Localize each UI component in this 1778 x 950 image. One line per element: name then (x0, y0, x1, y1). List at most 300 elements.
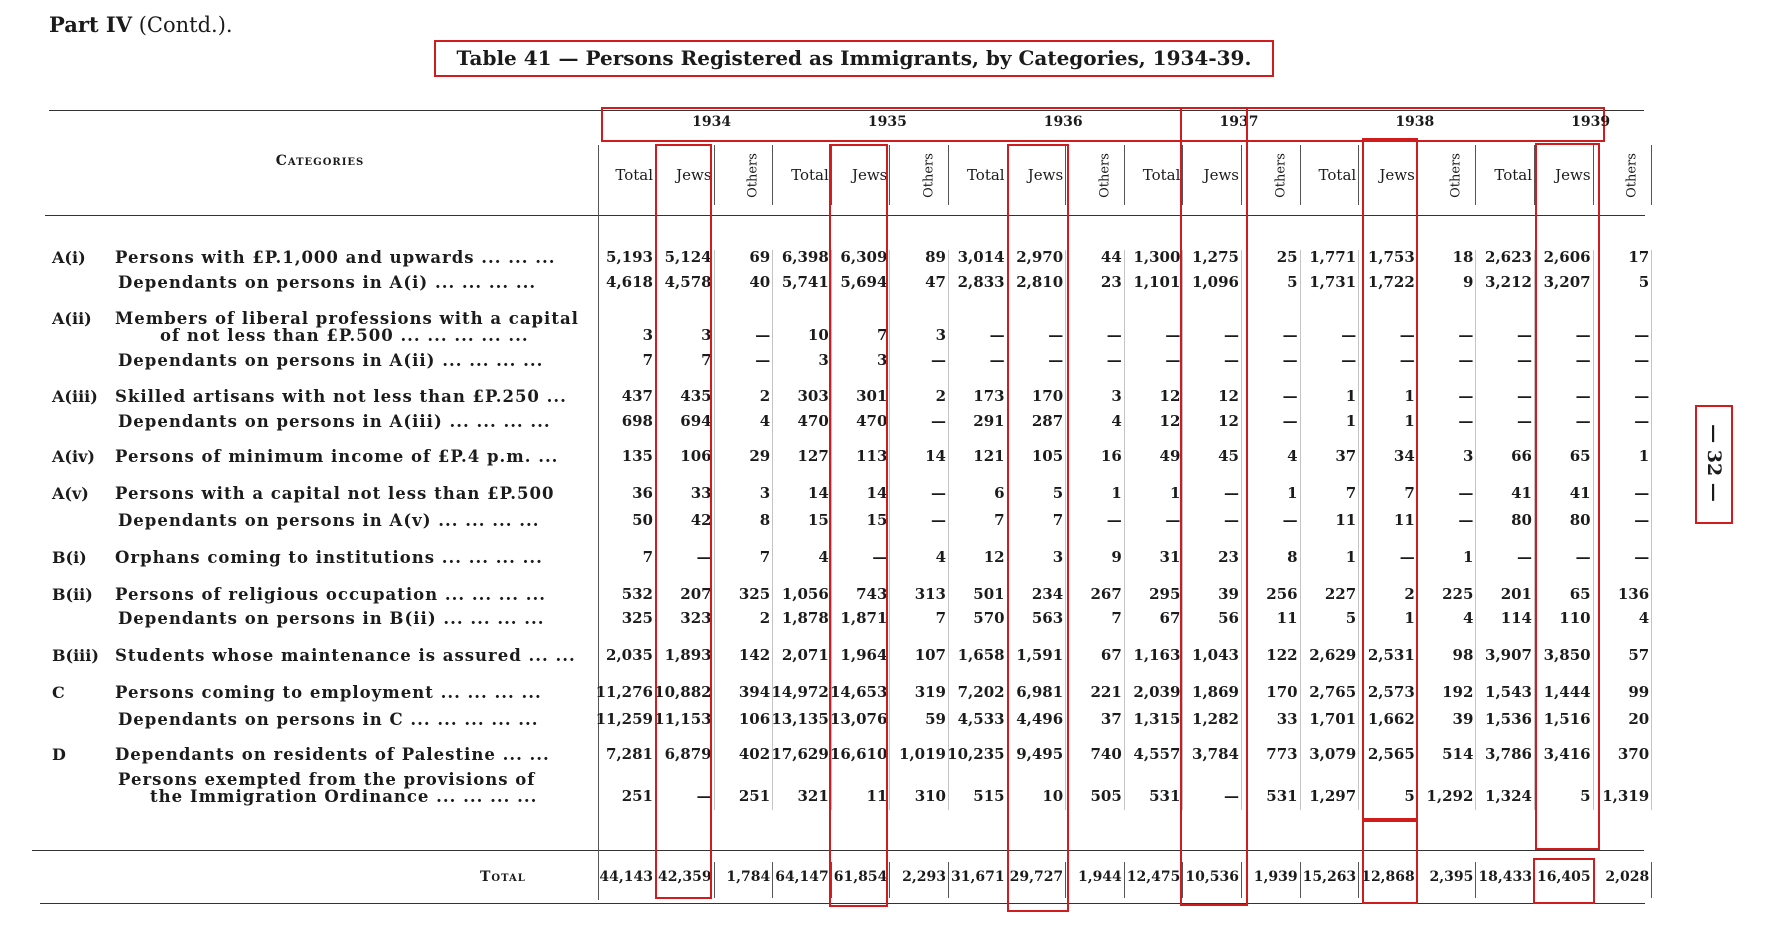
table-cell: — (1282, 511, 1298, 529)
table-cell: 39 (1218, 585, 1239, 603)
subheader-jews: Jews (851, 166, 888, 184)
table-cell: 570 (973, 609, 1005, 627)
table-cell: 11 (1276, 609, 1298, 627)
table-cell: — (1224, 351, 1239, 369)
table-cell: — (1575, 326, 1591, 344)
table-cell: 435 (680, 387, 712, 405)
table-cell: — (1634, 326, 1650, 344)
table-cell: 39 (1452, 710, 1474, 728)
table-cell: 1 (1462, 548, 1474, 566)
table-cell: 3,416 (1543, 745, 1591, 763)
table-cell: 106 (738, 710, 771, 728)
table-cell: — (1399, 548, 1415, 566)
table-cell: 3,079 (1309, 745, 1357, 763)
table-cell: 4 (1638, 609, 1650, 627)
table-cell: 201 (1500, 585, 1532, 603)
total-cell: 10,536 (1185, 869, 1239, 885)
total-cell: 1,939 (1253, 869, 1298, 885)
table-cell: 59 (925, 710, 946, 728)
table-cell: 67 (1159, 609, 1181, 627)
column-divider (1651, 250, 1652, 810)
total-cell: 18,433 (1478, 869, 1532, 885)
table-cell: 256 (1266, 585, 1298, 603)
table-cell: 1 (1404, 387, 1415, 405)
table-cell: 3,212 (1485, 273, 1532, 291)
table-cell: — (1634, 484, 1650, 502)
category-label: Students whose maintenance is assured ... ... (115, 646, 576, 665)
table-cell: — (1575, 548, 1591, 566)
table-cell: 3,014 (957, 248, 1005, 266)
table-cell: 11 (1335, 511, 1357, 529)
table-cell: 23 (1218, 548, 1239, 566)
total-cell: 64,147 (775, 869, 829, 885)
table-cell: 251 (738, 787, 771, 805)
table-cell: 698 (621, 412, 653, 430)
table-cell: 16,610 (829, 745, 888, 763)
table-cell: 15 (866, 511, 888, 529)
table-cell: 267 (1090, 585, 1122, 603)
table-cell: 694 (680, 412, 712, 430)
table-cell: 7 (1111, 609, 1122, 627)
table-cell: 1,871 (840, 609, 888, 627)
subheader-jews: Jews (1379, 166, 1415, 184)
table-cell: 1,319 (1602, 787, 1650, 805)
table-cell: 234 (1031, 585, 1064, 603)
table-cell: 1,019 (899, 745, 946, 763)
table-cell: 44 (1100, 248, 1122, 266)
category-label: the Immigration Ordinance ... ... ... ... (150, 787, 538, 806)
table-cell: 2,071 (781, 646, 829, 664)
table-cell: 325 (738, 585, 771, 603)
table-cell: — (1282, 387, 1298, 405)
table-cell: 11 (866, 787, 888, 805)
table-cell: 227 (1324, 585, 1357, 603)
table-cell: — (1517, 387, 1532, 405)
table-cell: 50 (632, 511, 653, 529)
table-cell: 1,056 (781, 585, 829, 603)
table-cell: 563 (1031, 609, 1064, 627)
table-cell: 2,629 (1309, 646, 1357, 664)
table-cell: 1,516 (1543, 710, 1591, 728)
category-code: B(i) (52, 548, 87, 567)
table-cell: 173 (973, 387, 1005, 405)
subheader-total: Total (791, 166, 829, 184)
table-cell: 1,043 (1192, 646, 1239, 664)
table-cell: — (1165, 326, 1181, 344)
table-cell: 295 (1149, 585, 1181, 603)
table-cell: 98 (1452, 646, 1474, 664)
table-cell: 531 (1149, 787, 1181, 805)
table-cell: 69 (749, 248, 771, 266)
table-cell: 31 (1159, 548, 1181, 566)
table-cell: 1,536 (1485, 710, 1532, 728)
table-cell: 6,981 (1016, 683, 1064, 701)
table-cell: 313 (914, 585, 946, 603)
table-cell: 113 (856, 447, 888, 465)
table-cell: 470 (797, 412, 829, 430)
table-cell: 2,573 (1367, 683, 1415, 701)
table-cell: 14 (925, 447, 946, 465)
table-cell: 310 (914, 787, 946, 805)
table-cell: 1 (1404, 412, 1415, 430)
table-cell: — (1224, 326, 1239, 344)
table-cell: 3 (935, 326, 946, 344)
table-cell: 10,235 (947, 745, 1005, 763)
category-code: D (52, 745, 66, 764)
year-header: 1938 (1395, 114, 1435, 130)
table-cell: — (1458, 484, 1474, 502)
table-cell: 11 (1393, 511, 1415, 529)
category-code: B(ii) (52, 585, 93, 604)
category-label: Orphans coming to institutions ... ... ... ... (115, 548, 543, 567)
table-cell: 207 (680, 585, 712, 603)
table-cell: 319 (914, 683, 946, 701)
table-cell: 110 (1559, 609, 1591, 627)
total-cell: 29,727 (1009, 869, 1064, 885)
table-cell: 7 (642, 548, 653, 566)
table-cell: 17,629 (771, 745, 829, 763)
year-header: 1936 (1043, 114, 1083, 130)
total-label: Total (480, 869, 526, 885)
subheader-total: Total (615, 166, 653, 184)
category-label: Dependants on residents of Palestine ... ... (115, 745, 550, 764)
table-cell: 3 (759, 484, 771, 502)
table-cell: 7 (1052, 511, 1064, 529)
table-cell: 10 (1042, 787, 1064, 805)
table-cell: — (931, 351, 946, 369)
category-code: A(v) (52, 484, 89, 503)
total-cell: 2,293 (902, 869, 946, 885)
category-label: Persons of minimum income of £P.4 p.m. ... (115, 447, 559, 466)
table-cell: 18 (1452, 248, 1474, 266)
total-cell: 16,405 (1537, 869, 1591, 885)
table-cell: 3 (642, 326, 653, 344)
table-cell: 4,618 (606, 273, 653, 291)
table-cell: 47 (925, 273, 946, 291)
year-header: 1934 (692, 114, 732, 130)
category-label: Skilled artisans with not less than £P.250 ... (115, 387, 567, 406)
category-label: Persons exempted from the provisions of (118, 770, 536, 789)
table-cell: 89 (925, 248, 946, 266)
category-label: Dependants on persons in A(i) ... ... ... ... (118, 273, 537, 292)
table-cell: 2,039 (1133, 683, 1181, 701)
table-cell: — (696, 787, 712, 805)
table-cell: 1,658 (957, 646, 1005, 664)
category-code: B(iii) (52, 646, 99, 665)
table-cell: 12 (1159, 387, 1181, 405)
table-cell: 370 (1617, 745, 1650, 763)
table-cell: 470 (856, 412, 888, 430)
table-cell: 14,653 (829, 683, 888, 701)
table-cell: 2,810 (1016, 273, 1064, 291)
table-cell: 1,315 (1133, 710, 1181, 728)
table-cell: 1,964 (840, 646, 888, 664)
table-cell: — (1517, 412, 1532, 430)
table-cell: 437 (621, 387, 653, 405)
category-code: A(iv) (52, 447, 95, 466)
table-cell: 42 (690, 511, 712, 529)
table-cell: 1,722 (1367, 273, 1415, 291)
total-cell: 1,784 (726, 869, 771, 885)
category-label: Dependants on persons in A(iii) ... ... ... ... (118, 412, 551, 431)
table-cell: 15 (807, 511, 829, 529)
table-cell: 5,694 (840, 273, 888, 291)
table-cell: 515 (973, 787, 1005, 805)
subheader-total: Total (1142, 166, 1181, 184)
table-cell: 7 (701, 351, 712, 369)
table-cell: 40 (749, 273, 771, 291)
table-cell: 1 (1345, 387, 1357, 405)
table-cell: 4 (1287, 447, 1298, 465)
total-cell: 1,944 (1077, 869, 1122, 885)
table-cell: 1,163 (1133, 646, 1181, 664)
table-cell: — (931, 412, 946, 430)
table-cell: 14 (866, 484, 888, 502)
table-cell: 2 (759, 609, 771, 627)
table-cell: 10,882 (654, 683, 712, 701)
table-cell: 3,786 (1485, 745, 1532, 763)
table-cell: 323 (680, 609, 712, 627)
table-cell: — (1575, 351, 1591, 369)
table-cell: 5 (1404, 787, 1415, 805)
table-cell: 2,035 (606, 646, 653, 664)
table-cell: 5 (1345, 609, 1357, 627)
table-cell: 2,623 (1485, 248, 1532, 266)
table-cell: 11,259 (595, 710, 653, 728)
table-cell: 5 (1580, 787, 1591, 805)
table-cell: 9 (1462, 273, 1474, 291)
table-cell: 105 (1031, 447, 1064, 465)
table-cell: 3 (1462, 447, 1474, 465)
subheader-others: Others (921, 153, 937, 198)
table-cell: 136 (1617, 585, 1650, 603)
table-cell: 1,869 (1192, 683, 1239, 701)
category-label: Dependants on persons in C ... ... ... ... ... (118, 710, 539, 729)
subheader-others: Others (745, 153, 761, 198)
table-cell: 301 (856, 387, 888, 405)
table-cell: 122 (1266, 646, 1298, 664)
table-cell: — (1634, 351, 1650, 369)
table-cell: — (1106, 511, 1122, 529)
table-cell: 4 (1462, 609, 1474, 627)
jews-column-highlight (1535, 143, 1600, 850)
table-cell: 7 (935, 609, 946, 627)
table-cell: 4,557 (1133, 745, 1181, 763)
subheader-others: Others (1448, 153, 1464, 198)
category-label: of not less than £P.500 ... ... ... ... ... (160, 326, 529, 345)
table-cell: — (1224, 511, 1239, 529)
table-cell: — (1224, 484, 1239, 502)
table-cell: 2,531 (1367, 646, 1415, 664)
subheader-total: Total (1494, 166, 1532, 184)
jews-column-highlight (1007, 144, 1069, 912)
table-cell: 12 (1218, 387, 1239, 405)
table-cell: 66 (1511, 447, 1532, 465)
jews-column-highlight (829, 144, 888, 907)
table-cell: 8 (1287, 548, 1298, 566)
table-cell: 107 (914, 646, 946, 664)
table-cell: — (1399, 326, 1415, 344)
table-cell: 3,850 (1543, 646, 1591, 664)
table-cell: 135 (621, 447, 653, 465)
table-cell: 4 (759, 412, 771, 430)
table-cell: 1,101 (1133, 273, 1181, 291)
table-cell: — (989, 326, 1005, 344)
table-cell: 1,893 (664, 646, 712, 664)
category-label: Persons with £P.1,000 and upwards ... ... ... (115, 248, 556, 267)
table-cell: 106 (680, 447, 712, 465)
table-cell: 11,276 (595, 683, 653, 701)
category-code: A(ii) (52, 309, 92, 328)
total-cell: 2,028 (1605, 869, 1650, 885)
table-cell: 6 (994, 484, 1005, 502)
table-cell: 56 (1218, 609, 1239, 627)
table-cell: 287 (1031, 412, 1064, 430)
jews-column-highlight (1180, 107, 1248, 906)
table-cell: 1 (1345, 412, 1357, 430)
table-cell: — (1048, 326, 1064, 344)
total-cell: 2,395 (1429, 869, 1474, 885)
table-cell: 29 (749, 447, 771, 465)
table-cell: — (1517, 351, 1532, 369)
table-cell: 3 (1111, 387, 1122, 405)
table-cell: 1,771 (1309, 248, 1357, 266)
table-cell: 121 (973, 447, 1005, 465)
subheader-jews: Jews (1027, 166, 1064, 184)
table-cell: — (1282, 412, 1298, 430)
table-cell: 12 (1218, 412, 1239, 430)
table-cell: 3,207 (1543, 273, 1591, 291)
part-heading: Part IV (Contd.). (49, 12, 233, 37)
table-cell: 7 (1345, 484, 1357, 502)
table-cell: 251 (621, 787, 653, 805)
table-cell: — (1458, 387, 1474, 405)
table-cell: 6,879 (664, 745, 712, 763)
total-cell: 15,263 (1302, 869, 1357, 885)
table-cell: 80 (1569, 511, 1591, 529)
table-cell: 1,543 (1485, 683, 1532, 701)
table-cell: 2,565 (1367, 745, 1415, 763)
table-cell: 5 (1287, 273, 1298, 291)
total-cell: 61,854 (833, 869, 888, 885)
category-code: A(iii) (52, 387, 98, 406)
table-cell: 505 (1090, 787, 1122, 805)
table-cell: — (1634, 412, 1650, 430)
column-divider (889, 145, 890, 205)
table-cell: 5,124 (664, 248, 712, 266)
category-code: C (52, 683, 65, 702)
table-cell: — (1341, 351, 1357, 369)
table-cell: 1,096 (1192, 273, 1239, 291)
table-cell: 1,878 (781, 609, 829, 627)
table-cell: 4 (935, 548, 946, 566)
total-cell: 12,868 (1361, 869, 1415, 885)
table-cell: — (1106, 351, 1122, 369)
table-cell: 1 (1169, 484, 1181, 502)
table-cell: 49 (1159, 447, 1181, 465)
table-cell: 7,281 (606, 745, 653, 763)
table-cell: 1,297 (1309, 787, 1357, 805)
table-cell: 2,970 (1016, 248, 1064, 266)
subheader-jews: Jews (1555, 166, 1591, 184)
table-cell: 7 (642, 351, 653, 369)
table-cell: 13,135 (771, 710, 829, 728)
table-cell: — (1634, 511, 1650, 529)
table-cell: 773 (1266, 745, 1298, 763)
table-cell: 3 (876, 351, 888, 369)
table-cell: 1,275 (1192, 248, 1239, 266)
table-cell: 80 (1511, 511, 1532, 529)
table-cell: 7 (876, 326, 888, 344)
table-cell: 16 (1100, 447, 1122, 465)
table-cell: — (1517, 548, 1532, 566)
column-divider (1651, 862, 1652, 898)
category-label: Dependants on persons in B(ii) ... ... ... ... (118, 609, 545, 628)
column-divider (1651, 145, 1652, 205)
table-cell: 36 (632, 484, 653, 502)
table-cell: 2 (935, 387, 946, 405)
table-cell: — (1458, 351, 1474, 369)
table-cell: 45 (1218, 447, 1239, 465)
table-cell: 7 (1404, 484, 1415, 502)
table-cell: — (1282, 326, 1298, 344)
table-cell: — (1575, 412, 1591, 430)
jews-column-highlight (655, 144, 712, 899)
jews-column-highlight (1533, 858, 1595, 904)
category-label: Members of liberal professions with a capital (115, 309, 579, 328)
table-cell: 67 (1100, 646, 1122, 664)
category-label: Persons with a capital not less than £P.500 (115, 484, 555, 503)
table-cell: 2,765 (1309, 683, 1357, 701)
table-cell: 13,076 (829, 710, 888, 728)
table-cell: 41 (1511, 484, 1532, 502)
year-header: 1935 (867, 114, 907, 130)
table-cell: 33 (690, 484, 712, 502)
table-cell: 7 (994, 511, 1005, 529)
table-cell: — (931, 511, 946, 529)
table-cell: 1 (1287, 484, 1298, 502)
category-code: A(i) (52, 248, 86, 267)
category-label: Persons coming to employment ... ... ... ... (115, 683, 542, 702)
table-cell: 394 (738, 683, 771, 701)
table-cell: 3 (701, 326, 712, 344)
table-cell: 34 (1393, 447, 1415, 465)
table-cell: 6,309 (840, 248, 888, 266)
table-cell: — (1517, 326, 1532, 344)
table-cell: — (1341, 326, 1357, 344)
table-cell: — (755, 351, 771, 369)
table-cell: 1,701 (1309, 710, 1357, 728)
table-cell: 33 (1276, 710, 1298, 728)
table-cell: 740 (1090, 745, 1122, 763)
table-cell: 10 (807, 326, 829, 344)
table-cell: 192 (1442, 683, 1474, 701)
subheader-total: Total (966, 166, 1005, 184)
table-cell: 303 (797, 387, 829, 405)
table-cell: — (755, 326, 771, 344)
table-cell: 225 (1442, 585, 1474, 603)
year-header-highlight (601, 107, 1605, 142)
total-cell: 42,359 (658, 869, 712, 885)
table-cell: 57 (1628, 646, 1650, 664)
table-cell: 25 (1276, 248, 1298, 266)
table-cell: 325 (621, 609, 653, 627)
table-cell: 1,282 (1192, 710, 1239, 728)
table-cell: — (1106, 326, 1122, 344)
table-cell: 1,591 (1016, 646, 1064, 664)
category-label: Dependants on persons in A(v) ... ... ... ... (118, 511, 540, 530)
table-cell: 99 (1628, 683, 1650, 701)
